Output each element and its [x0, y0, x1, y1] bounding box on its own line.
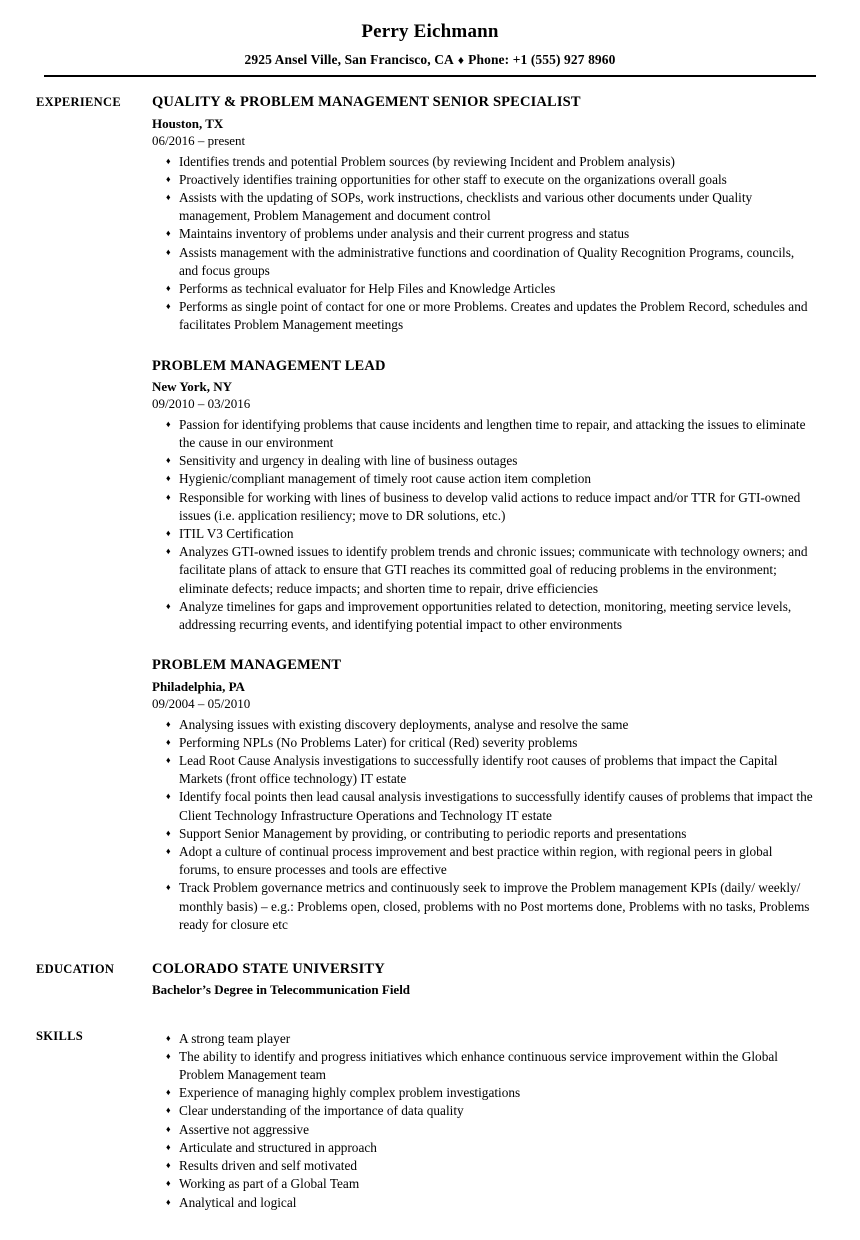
- experience-entry: [152, 93, 816, 334]
- list-item: [152, 825, 816, 843]
- list-item: [152, 452, 816, 470]
- diamond-bullet-icon: ♦: [166, 1178, 171, 1189]
- list-item-text: Support Senior Management by providing, or contributing to periodic reports and presentations: [179, 825, 687, 841]
- list-item: [152, 416, 816, 452]
- diamond-bullet-icon: ♦: [166, 827, 171, 838]
- section-label-education: EDUCATION: [36, 961, 115, 976]
- list-item: [152, 752, 816, 788]
- list-item: [152, 244, 816, 280]
- list-item-text: Hygienic/compliant management of timely root cause action item completion: [179, 471, 592, 487]
- header-divider: [44, 75, 816, 78]
- section-experience: [36, 93, 816, 934]
- diamond-bullet-icon: ♦: [166, 491, 171, 502]
- diamond-bullet-icon: ♦: [166, 1105, 171, 1116]
- list-item: [152, 153, 816, 171]
- list-item-text: Assists with the updating of SOPs, work instructions, checklists and various other documents under Quality management, Problem Management and document control: [179, 189, 753, 224]
- list-item-text: Performs as technical evaluator for Help Files and Knowledge Articles: [179, 280, 556, 296]
- job-bullet-list: [152, 416, 816, 634]
- diamond-bullet-icon: ♦: [166, 246, 171, 257]
- experience-entry: [152, 656, 816, 934]
- list-item-text: Passion for identifying problems that cause incidents and lengthen time to repair, and attacking the issues to eliminate the cause in our environment: [179, 416, 806, 451]
- list-item-text: Track Problem governance metrics and continuously seek to improve the Problem management KPIs (daily/ weekly/ monthly basis) – e.g.: Problems open, closed, problems with no Post mortems done, Problems with no tasks, Problems ready for closure etc: [179, 880, 810, 932]
- list-item: [152, 1121, 816, 1139]
- section-skills: [36, 1027, 816, 1212]
- diamond-bullet-icon: ♦: [166, 228, 171, 239]
- job-title: PROBLEM MANAGEMENT: [152, 657, 342, 674]
- list-item-text: Clear understanding of the importance of data quality: [179, 1103, 464, 1119]
- diamond-bullet-icon: ♦: [166, 191, 171, 202]
- diamond-bullet-icon: ♦: [166, 882, 171, 893]
- list-item: [152, 171, 816, 189]
- resume-header: [0, 0, 860, 77]
- contact-address: 2925 Ansel Ville, San Francisco, CA: [244, 51, 454, 67]
- list-item: [152, 543, 816, 598]
- list-item-text: Articulate and structured in approach: [179, 1139, 377, 1155]
- job-bullet-list: [152, 153, 816, 335]
- list-item-text: Experience of managing highly complex problem investigations: [179, 1085, 521, 1101]
- list-item-text: Assertive not aggressive: [179, 1121, 309, 1137]
- list-item-text: Analysing issues with existing discovery deployments, analyse and resolve the same: [179, 716, 629, 732]
- diamond-bullet-icon: ♦: [166, 173, 171, 184]
- education-degree: Bachelor’s Degree in Telecommunication Field: [152, 981, 411, 997]
- section-label-experience: EXPERIENCE: [36, 95, 121, 110]
- diamond-bullet-icon: ♦: [166, 155, 171, 166]
- section-education: [36, 960, 816, 1000]
- contact-line: [0, 53, 860, 68]
- diamond-bullet-icon: ♦: [166, 736, 171, 747]
- list-item-text: Analyze timelines for gaps and improvement opportunities related to detection, monitoring, meeting service levels, addressing recurring events, and identifying potential impact to other environments: [179, 598, 792, 633]
- diamond-bullet-icon: ♦: [166, 754, 171, 765]
- education-entries: [152, 960, 816, 1000]
- job-dates: 09/2010 – 03/2016: [152, 395, 251, 411]
- job-location: Houston, TX: [152, 116, 224, 132]
- list-item: [152, 525, 816, 543]
- list-item: [152, 298, 816, 334]
- list-item-text: Lead Root Cause Analysis investigations to successfully identify root causes of problems that impact the Capital Markets (front office technology) IT estate: [179, 752, 778, 787]
- list-item-text: Performs as single point of contact for one or more Problems. Creates and updates the Problem Record, schedules and facilitates Problem Management meetings: [179, 299, 808, 333]
- diamond-bullet-icon: ♦: [166, 418, 171, 429]
- diamond-separator-icon: ♦: [457, 52, 465, 67]
- list-item: [152, 598, 816, 634]
- list-item: [152, 1048, 816, 1084]
- education-school: COLORADO STATE UNIVERSITY: [152, 960, 385, 977]
- diamond-bullet-icon: ♦: [166, 1123, 171, 1134]
- list-item-text: Results driven and self motivated: [179, 1158, 357, 1174]
- section-label-skills: SKILLS: [36, 1028, 83, 1043]
- diamond-bullet-icon: ♦: [166, 528, 171, 539]
- list-item: [152, 1030, 816, 1048]
- diamond-bullet-icon: ♦: [166, 301, 171, 312]
- list-item-text: Analyzes GTI-owned issues to identify problem trends and chronic issues; communicate with technology owners; and facilitate plans of attack to ensure that GTI reaches its committed goal of reducing problems in the environment; eliminate defects; reduce impacts; and shorten time to repair, drive efficiencies: [179, 544, 808, 596]
- resume-body: [0, 93, 860, 1211]
- list-item-text: Identifies trends and potential Problem sources (by reviewing Incident and Problem analysis): [179, 153, 675, 169]
- diamond-bullet-icon: ♦: [166, 1032, 171, 1043]
- diamond-bullet-icon: ♦: [166, 473, 171, 484]
- job-location: New York, NY: [152, 379, 233, 395]
- experience-entry: [152, 357, 816, 635]
- diamond-bullet-icon: ♦: [166, 282, 171, 293]
- list-item: [152, 225, 816, 243]
- list-item-text: Sensitivity and urgency in dealing with line of business outages: [179, 453, 518, 469]
- list-item-text: Identify focal points then lead causal analysis investigations to successfully identify causes of problems that impact the Client Technology Infrastructure Operations and Technology IT estate: [179, 789, 813, 823]
- diamond-bullet-icon: ♦: [166, 718, 171, 729]
- list-item: [152, 280, 816, 298]
- diamond-bullet-icon: ♦: [166, 1141, 171, 1152]
- list-item-text: A strong team player: [179, 1030, 291, 1046]
- list-item: [152, 1084, 816, 1102]
- list-item-text: Analytical and logical: [179, 1194, 297, 1210]
- list-item-text: ITIL V3 Certification: [179, 526, 294, 542]
- diamond-bullet-icon: ♦: [166, 546, 171, 557]
- list-item: [152, 716, 816, 734]
- list-item: [152, 1139, 816, 1157]
- list-item: [152, 1102, 816, 1120]
- skills-entries: [152, 1027, 816, 1212]
- list-item: [152, 1194, 816, 1212]
- job-dates: 06/2016 – present: [152, 132, 246, 148]
- list-item: [152, 1157, 816, 1175]
- job-dates: 09/2004 – 05/2010: [152, 695, 251, 711]
- diamond-bullet-icon: ♦: [166, 791, 171, 802]
- list-item: [152, 879, 816, 934]
- diamond-bullet-icon: ♦: [166, 1050, 171, 1061]
- job-title: PROBLEM MANAGEMENT LEAD: [152, 357, 386, 374]
- list-item-text: Performing NPLs (No Problems Later) for critical (Red) severity problems: [179, 734, 578, 750]
- skills-bullet-list: [152, 1030, 816, 1212]
- list-item-text: The ability to identify and progress initiatives which enhance continuous service improvement within the Global Problem Management team: [179, 1048, 778, 1083]
- list-item: [152, 470, 816, 488]
- diamond-bullet-icon: ♦: [166, 1160, 171, 1171]
- list-item: [152, 189, 816, 225]
- list-item-text: Maintains inventory of problems under analysis and their current progress and status: [179, 226, 630, 242]
- diamond-bullet-icon: ♦: [166, 1196, 171, 1207]
- list-item: [152, 489, 816, 525]
- list-item: [152, 734, 816, 752]
- job-location: Philadelphia, PA: [152, 679, 245, 695]
- list-item-text: Proactively identifies training opportunities for other staff to execute on the organizations overall goals: [179, 171, 727, 187]
- experience-entries: [152, 93, 816, 934]
- job-bullet-list: [152, 716, 816, 934]
- list-item: [152, 843, 816, 879]
- contact-phone: Phone: +1 (555) 927 8960: [468, 51, 616, 67]
- list-item-text: Responsible for working with lines of business to develop valid actions to reduce impact and/or TTR for GTI-owned issues (i.e. application resiliency; move to DR solutions, etc.): [179, 489, 801, 523]
- list-item: [152, 788, 816, 824]
- list-item: [152, 1175, 816, 1193]
- diamond-bullet-icon: ♦: [166, 455, 171, 466]
- job-title: QUALITY & PROBLEM MANAGEMENT SENIOR SPECIALIST: [152, 94, 581, 111]
- list-item-text: Working as part of a Global Team: [179, 1176, 360, 1192]
- diamond-bullet-icon: ♦: [166, 600, 171, 611]
- diamond-bullet-icon: ♦: [166, 845, 171, 856]
- diamond-bullet-icon: ♦: [166, 1087, 171, 1098]
- list-item-text: Adopt a culture of continual process improvement and best practice within region, with regional peers in global forums, to ensure processes and tools are effective: [179, 843, 773, 878]
- list-item-text: Assists management with the administrative functions and coordination of Quality Recognition Programs, councils, and focus groups: [179, 244, 795, 278]
- candidate-name: Perry Eichmann: [361, 21, 499, 42]
